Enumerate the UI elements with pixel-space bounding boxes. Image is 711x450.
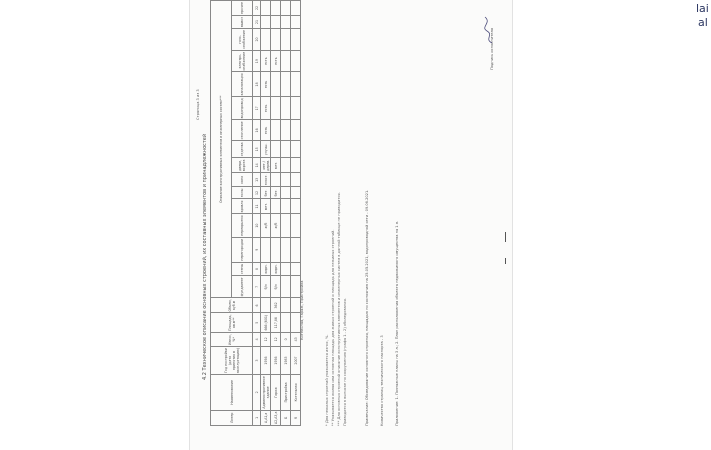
- col-number: 1: [253, 410, 261, 425]
- merged-note: Котельная, Гараж, Пристройка: [300, 280, 304, 340]
- table-cell: мет./дерев.: [261, 159, 270, 171]
- table-cell: [281, 120, 291, 141]
- footnote-3: *** Для основных строений описание конструктивных элементов и инженерных систем в данной таблице не приводится.: [337, 192, 341, 426]
- table-cell: [291, 173, 301, 187]
- table-cell: [281, 97, 291, 120]
- scan-mark: [505, 232, 506, 242]
- table-cell: [261, 298, 271, 313]
- col-number: 9: [253, 237, 261, 262]
- col-number: 17: [253, 97, 261, 120]
- table-cell: есть: [261, 50, 271, 72]
- table-cell: есть: [261, 97, 271, 120]
- col-header-area: Площадь, кв.м**: [211, 313, 253, 332]
- table-cell: бет.: [261, 187, 271, 199]
- table-cell: [291, 298, 301, 313]
- table-cell: [281, 276, 291, 298]
- table-cell: Гараж: [271, 375, 281, 410]
- table-cell: [291, 313, 301, 332]
- col-header-removal: вывоз: [232, 15, 253, 28]
- note-line-1: Примечание: Обследование основного строения, площадью по состоянию на 25.05.2021, водопроводной сети - 09.06.2021.: [365, 189, 369, 426]
- table-cell: ж/б: [261, 214, 271, 237]
- col-header-finishing: отделка: [232, 141, 253, 158]
- table-cell: [271, 173, 281, 187]
- table-row: [281, 1, 291, 426]
- table-cell: [281, 199, 291, 214]
- table-cell: [281, 29, 291, 51]
- table-cell: 43: [291, 332, 301, 346]
- table-cell: [261, 15, 271, 28]
- table-cell: [281, 1, 291, 16]
- table-cell: [271, 15, 281, 28]
- table-cell: [261, 29, 271, 51]
- table-body: [261, 1, 301, 426]
- table-cell: А,А1,а: [261, 410, 271, 425]
- table-cell: [281, 313, 291, 332]
- table-cell: [261, 237, 271, 262]
- table-cell: [271, 72, 281, 97]
- table-cell: [271, 120, 281, 141]
- col-header-floors-slab: перекрытия: [232, 214, 253, 237]
- page-title: 4.2 Техническое описание основных строений, их составных элементов и принадлежностей: [202, 133, 208, 380]
- table-cell: б/л: [271, 276, 281, 298]
- table-cell: [291, 237, 301, 262]
- col-number: 10: [253, 214, 261, 237]
- col-header-floor: полы: [232, 187, 253, 199]
- table-cell: [291, 29, 301, 51]
- table-cell: [291, 141, 301, 158]
- table-cell: есть: [271, 50, 281, 72]
- table-cell: 117,86: [271, 313, 281, 332]
- scan-mark: [505, 258, 506, 264]
- edge-fragment-text: lai: [696, 2, 709, 15]
- table-cell: [281, 72, 291, 97]
- page-header-note: Страница 3 из 3: [196, 89, 200, 120]
- col-header-partitions: перегородки: [232, 237, 253, 262]
- column-number-row: [253, 1, 261, 426]
- table-cell: мет.: [271, 158, 281, 173]
- table-cell: кирп.: [271, 262, 281, 276]
- col-header-year: Год постройки (дата принятия в эксплуатацию): [211, 346, 253, 374]
- col-header-wear: Износ, %*: [211, 332, 253, 346]
- note-line-2: Количество страниц технического паспорта - 3: [380, 335, 384, 426]
- col-header-doors: двери, ворота: [232, 158, 253, 173]
- table-cell: [281, 15, 291, 28]
- table-cell: [271, 141, 281, 158]
- table-cell: [271, 237, 281, 262]
- table-cell: [281, 173, 291, 187]
- table-cell: [291, 187, 301, 199]
- table-cell: А2,А3,а: [271, 410, 281, 425]
- document-page: [190, 0, 512, 450]
- col-header-name: Наименование: [211, 375, 253, 410]
- col-number: 18: [253, 72, 261, 97]
- col-header-heating: отопление: [232, 120, 253, 141]
- table-cell: [281, 50, 291, 72]
- col-header-gas: газо-снабжение: [232, 29, 253, 51]
- table-cell: [271, 97, 281, 120]
- table-cell: 1983: [281, 346, 291, 374]
- col-header-roof: кровля: [232, 199, 253, 214]
- table-cell: Котельная: [291, 375, 301, 410]
- col-header-electricity: электро-снабжение: [232, 50, 253, 72]
- table-cell: [291, 1, 301, 16]
- col-header-sewerage: канализация: [232, 72, 253, 97]
- col-header-windows: окна: [232, 173, 253, 187]
- col-number: 22: [253, 1, 261, 16]
- col-header-walls: стены: [232, 262, 253, 276]
- edge-fragment-text: al: [698, 16, 708, 29]
- table-cell: [281, 158, 291, 173]
- table-cell: 2007: [291, 346, 301, 374]
- footnote-2: ** Указывается жилая или основная площадь для жилых строений и площадь для нежилых строений.: [331, 229, 335, 426]
- table-cell: 362: [271, 298, 281, 313]
- table-cell: [281, 237, 291, 262]
- table-cell: есть: [261, 72, 271, 97]
- table-cell: [291, 276, 301, 298]
- col-number: 7: [253, 276, 261, 298]
- col-group-main: Описание конструктивных элементов и инженерных систем***: [211, 1, 232, 298]
- table-cell: [281, 141, 291, 158]
- col-header-liter: Литер: [211, 410, 253, 425]
- table-cell: 0: [281, 332, 291, 346]
- footnote-4: Приводится в выписке по сооружению (графа 1 - 2) обследования.: [343, 298, 347, 426]
- table-cell: [291, 158, 301, 173]
- col-number: 12: [253, 187, 261, 199]
- table-cell: [281, 262, 291, 276]
- table-cell: есть: [261, 120, 271, 141]
- col-number: 3: [253, 346, 261, 374]
- table-cell: [281, 214, 291, 237]
- col-number: 2: [253, 375, 261, 410]
- col-number: 4: [253, 332, 261, 346]
- col-header-volume: Объем, куб.м: [211, 298, 253, 313]
- table-cell: [281, 298, 291, 313]
- table-cell: б/л: [261, 276, 271, 298]
- table-cell: Б: [281, 410, 291, 425]
- table-cell: Административное здание: [261, 376, 270, 409]
- col-number: 15: [253, 141, 261, 158]
- table-cell: [271, 1, 281, 16]
- table-cell: ж/б: [271, 214, 281, 237]
- note-line-3: Приложение: 1. Поэтажные планы на 3 л.; 2. План расположения объекта недвижимого имущества на 1 л.: [395, 220, 399, 426]
- table-cell: 1956: [271, 346, 281, 374]
- table-cell: [281, 187, 291, 199]
- table-cell: пласт.: [261, 173, 271, 187]
- table-cell: [291, 214, 301, 237]
- rotated-page-content: [190, 0, 512, 450]
- table-cell: Пристройка: [281, 375, 291, 410]
- table-row: [291, 1, 301, 426]
- table-cell: [291, 120, 301, 141]
- table-cell: 12: [271, 332, 281, 346]
- col-header-other: прочее: [232, 1, 253, 16]
- table-cell: 1956: [261, 346, 271, 374]
- table-row: [261, 1, 271, 426]
- table-cell: б: [291, 410, 301, 425]
- table-cell: улучш.: [261, 141, 271, 158]
- table-cell: [271, 199, 281, 214]
- col-number: 20: [253, 29, 261, 51]
- col-number: 21: [253, 15, 261, 28]
- technical-description-table: [210, 0, 301, 426]
- col-number: 13: [253, 173, 261, 187]
- col-number: 19: [253, 50, 261, 72]
- table-row: [271, 1, 281, 426]
- table-cell: [291, 72, 301, 97]
- table-cell: 12: [261, 332, 271, 346]
- col-number: 5: [253, 313, 261, 332]
- col-number: 8: [253, 262, 261, 276]
- col-header-foundation: фундамент: [232, 276, 253, 298]
- table-cell: 666 (601): [261, 313, 271, 332]
- table-cell: [291, 199, 301, 214]
- col-number: 11: [253, 199, 261, 214]
- table-cell: [291, 50, 301, 72]
- col-header-water: водопровод: [232, 97, 253, 120]
- col-number: 16: [253, 120, 261, 141]
- footnote-1: * Для нежилых строений указывается износ, %.: [325, 334, 329, 426]
- col-number: 14: [253, 158, 261, 173]
- table-cell: [261, 1, 271, 16]
- handwritten-signature: [482, 15, 496, 45]
- table-cell: бет.: [271, 187, 281, 199]
- col-number: 6: [253, 298, 261, 313]
- table-cell: мет.: [261, 199, 271, 214]
- table-cell: [271, 29, 281, 51]
- table-cell: кирп.: [261, 262, 271, 276]
- signature-label: Подпись исполнителя: [490, 28, 494, 70]
- table-cell: [291, 262, 301, 276]
- table-cell: [291, 97, 301, 120]
- table-cell: [291, 15, 301, 28]
